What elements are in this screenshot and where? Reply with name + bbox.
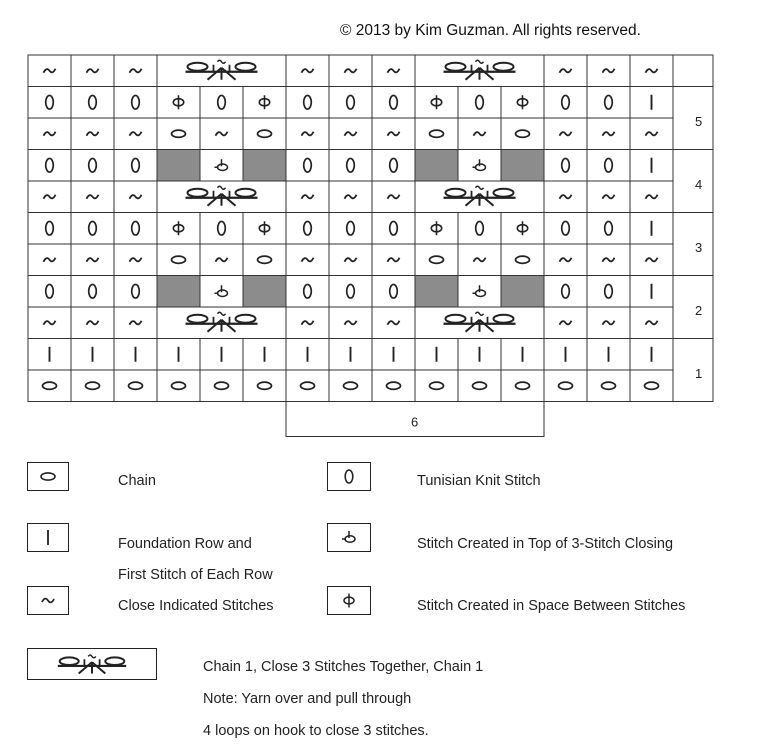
legend-label-top-stitch: Stitch Created in Top of 3-Stitch Closing — [417, 536, 674, 552]
chart-cell-close — [587, 55, 630, 87]
chart-cell-close — [544, 118, 587, 150]
chart-cell-knit — [28, 150, 71, 182]
chart-cell-knit — [114, 150, 157, 182]
chart-cell-space — [501, 87, 544, 119]
chart-cell-knit — [372, 276, 415, 308]
chart-cell-cluster — [415, 307, 544, 339]
chart-cell-top — [200, 276, 243, 308]
chart-cell-close — [544, 181, 587, 213]
chart-cell-chain — [372, 370, 415, 402]
chart-cell-close — [286, 181, 329, 213]
chart-cell-bar — [630, 213, 673, 245]
chart-cell-close — [630, 181, 673, 213]
chart-cell-chain — [200, 370, 243, 402]
chart-cell-knit — [329, 150, 372, 182]
chart-cell-knit — [114, 213, 157, 245]
legend-swatch-space-stitch — [327, 586, 371, 615]
chart-cell-close — [200, 118, 243, 150]
chart-cell-knit — [28, 213, 71, 245]
chart-cell-cluster — [157, 307, 286, 339]
chart-cell-shade — [157, 276, 200, 308]
chart-cell-shade — [243, 150, 286, 182]
chart-cell-space — [243, 213, 286, 245]
legend-note-line-1: Note: Yarn over and pull through — [203, 691, 412, 707]
chart-cell-chain — [329, 370, 372, 402]
repeat-label: 6 — [411, 414, 419, 430]
chart-cell-knit — [329, 213, 372, 245]
chart-cell-chain — [243, 118, 286, 150]
chart-cell-close — [286, 55, 329, 87]
chart-cell-shade — [501, 276, 544, 308]
chart-cell-chain — [501, 118, 544, 150]
chart-cell-close — [286, 244, 329, 276]
chart-cell-close — [630, 55, 673, 87]
legend-note-line-2: 4 loops on hook to close 3 stitches. — [203, 723, 429, 739]
legend-label-space-stitch: Stitch Created in Space Between Stitches — [417, 598, 686, 614]
legend-swatch-cluster — [27, 648, 157, 680]
chart-cell-bar — [630, 87, 673, 119]
chart-cell-close — [114, 55, 157, 87]
row-number-label: 3 — [695, 240, 703, 255]
chart-cell-chain — [157, 370, 200, 402]
chart-cell-close — [329, 307, 372, 339]
chart-cell-knit — [458, 213, 501, 245]
chart-cell-close — [286, 118, 329, 150]
chart-cell-shade — [243, 276, 286, 308]
chart-cell-chain — [501, 244, 544, 276]
chart-cell-chain — [157, 118, 200, 150]
chart-cell-close — [286, 307, 329, 339]
chart-cell-close — [587, 118, 630, 150]
chart-cell-close — [587, 307, 630, 339]
legend-swatch-knit — [327, 462, 371, 491]
chart-cell-close — [544, 244, 587, 276]
chart-cell-knit — [200, 87, 243, 119]
chart-cell-knit — [587, 87, 630, 119]
chart-cell-bar — [114, 339, 157, 371]
chart-cell-close — [28, 118, 71, 150]
chart-cell-close — [200, 244, 243, 276]
chart-cell-bar — [630, 339, 673, 371]
chart-cell-space — [415, 213, 458, 245]
chart-cell-close — [329, 244, 372, 276]
legend-label-knit: Tunisian Knit Stitch — [417, 473, 541, 489]
chart-cell-knit — [544, 87, 587, 119]
chart-cell-knit — [329, 276, 372, 308]
chart-cell-knit — [28, 87, 71, 119]
chart-cell-chain — [71, 370, 114, 402]
chart-cell-bar — [501, 339, 544, 371]
chart-cell-bar — [415, 339, 458, 371]
legend-swatch-close — [27, 586, 69, 615]
copyright-notice: © 2013 by Kim Guzman. All rights reserved. — [340, 22, 641, 39]
chart-cell-close — [71, 244, 114, 276]
chart-cell-knit — [28, 276, 71, 308]
chart-cell-close — [71, 307, 114, 339]
chart-cell-chain — [415, 118, 458, 150]
row-number-label: 5 — [695, 114, 703, 129]
chart-cell-cluster — [157, 181, 286, 213]
chart-cell-top — [458, 276, 501, 308]
chart-cell-bar — [71, 339, 114, 371]
row-number-cell — [673, 55, 713, 87]
chart-cell-chain — [415, 244, 458, 276]
chart-cell-space — [501, 213, 544, 245]
chart-cell-close — [458, 244, 501, 276]
chart-cell-knit — [71, 150, 114, 182]
chart-cell-bar — [286, 339, 329, 371]
chart-cell-chain — [630, 370, 673, 402]
chart-cell-close — [372, 307, 415, 339]
row-number-label: 4 — [695, 177, 703, 192]
chart-cell-close — [329, 55, 372, 87]
chart-cell-close — [28, 244, 71, 276]
chart-cell-chain — [243, 370, 286, 402]
chart-cell-knit — [286, 213, 329, 245]
chart-cell-close — [372, 118, 415, 150]
chart-cells — [28, 55, 673, 402]
chart-cell-knit — [372, 87, 415, 119]
chart-cell-knit — [286, 87, 329, 119]
chart-cell-chain — [501, 370, 544, 402]
chart-cell-close — [372, 244, 415, 276]
chart-cell-cluster — [415, 181, 544, 213]
chart-cell-knit — [544, 213, 587, 245]
row-number-cell — [673, 150, 713, 213]
chart-cell-chain — [157, 244, 200, 276]
legend-swatch-top-stitch — [327, 523, 371, 552]
chart-cell-chain — [587, 370, 630, 402]
legend-label-chain: Chain — [118, 473, 156, 489]
chart-cell-bar — [28, 339, 71, 371]
repeat-bracket — [286, 402, 544, 437]
legend-cluster-symbol — [58, 655, 126, 674]
chart-cell-knit — [587, 276, 630, 308]
row-number-column — [673, 55, 713, 402]
chart-cell-knit — [587, 150, 630, 182]
chart-cell-bar — [630, 276, 673, 308]
chart-cell-space — [243, 87, 286, 119]
legend-label-first-stitch: First Stitch of Each Row — [118, 567, 273, 583]
row-number-cell — [673, 339, 713, 402]
chart-cell-top — [200, 150, 243, 182]
chart-cell-close — [630, 307, 673, 339]
chart-cell-bar — [544, 339, 587, 371]
chart-cell-close — [458, 118, 501, 150]
chart-cell-bar — [587, 339, 630, 371]
chart-cell-chain — [28, 370, 71, 402]
chart-cell-close — [372, 55, 415, 87]
chart-cell-bar — [458, 339, 501, 371]
chart-cell-knit — [71, 276, 114, 308]
chart-cell-close — [71, 181, 114, 213]
chart-cell-chain — [114, 370, 157, 402]
chart-cell-close — [544, 55, 587, 87]
chart-cell-shade — [415, 150, 458, 182]
chart-cell-close — [28, 307, 71, 339]
chart-cell-knit — [286, 276, 329, 308]
chart-cell-space — [157, 87, 200, 119]
chart-cell-knit — [71, 213, 114, 245]
chart-cell-bar — [630, 150, 673, 182]
row-number-cell — [673, 87, 713, 150]
legend-label-cluster: Chain 1, Close 3 Stitches Together, Chain 1 — [203, 659, 484, 675]
chart-cell-knit — [71, 87, 114, 119]
chart-cell-knit — [544, 150, 587, 182]
chart-cell-knit — [544, 276, 587, 308]
chart-cell-knit — [329, 87, 372, 119]
legend-swatch-chain — [27, 462, 69, 491]
chart-cell-bar — [243, 339, 286, 371]
legend-swatch-foundation — [27, 523, 69, 552]
chart-cell-shade — [157, 150, 200, 182]
chart-cell-knit — [587, 213, 630, 245]
chart-cell-space — [415, 87, 458, 119]
chart-cell-knit — [286, 150, 329, 182]
chart-cell-close — [28, 55, 71, 87]
chart-cell-cluster — [157, 55, 286, 87]
chart-cell-bar — [372, 339, 415, 371]
chart-cell-knit — [372, 150, 415, 182]
chart-cell-knit — [200, 213, 243, 245]
chart-cell-knit — [114, 87, 157, 119]
chart-cell-close — [630, 118, 673, 150]
chart-cell-cluster — [415, 55, 544, 87]
legend-label-close: Close Indicated Stitches — [118, 598, 274, 614]
chart-cell-close — [329, 118, 372, 150]
chart-cell-shade — [501, 150, 544, 182]
chart-cell-chain — [243, 244, 286, 276]
chart-cell-bar — [200, 339, 243, 371]
chart-cell-close — [329, 181, 372, 213]
row-number-label: 1 — [695, 366, 703, 381]
row-number-cell — [673, 213, 713, 276]
chart-cell-knit — [458, 87, 501, 119]
chart-cell-close — [372, 181, 415, 213]
chart-cell-chain — [286, 370, 329, 402]
chart-cell-close — [114, 244, 157, 276]
chart-cell-knit — [372, 213, 415, 245]
chart-cell-space — [157, 213, 200, 245]
row-number-label: 2 — [695, 303, 703, 318]
legend-label-foundation: Foundation Row and — [118, 536, 252, 552]
chart-cell-chain — [458, 370, 501, 402]
chart-cell-close — [114, 181, 157, 213]
chart-cell-knit — [114, 276, 157, 308]
chart-cell-bar — [329, 339, 372, 371]
row-number-cell — [673, 276, 713, 339]
chart-cell-shade — [415, 276, 458, 308]
chart-cell-close — [587, 244, 630, 276]
chart-cell-chain — [544, 370, 587, 402]
chart-cell-close — [544, 307, 587, 339]
chart-cell-close — [630, 244, 673, 276]
chart-cell-close — [114, 118, 157, 150]
chart-cell-close — [28, 181, 71, 213]
chart-cell-close — [587, 181, 630, 213]
chart-cell-chain — [415, 370, 458, 402]
chart-cell-close — [71, 118, 114, 150]
chart-cell-close — [114, 307, 157, 339]
chart-cell-top — [458, 150, 501, 182]
chart-cell-close — [71, 55, 114, 87]
chart-cell-bar — [157, 339, 200, 371]
